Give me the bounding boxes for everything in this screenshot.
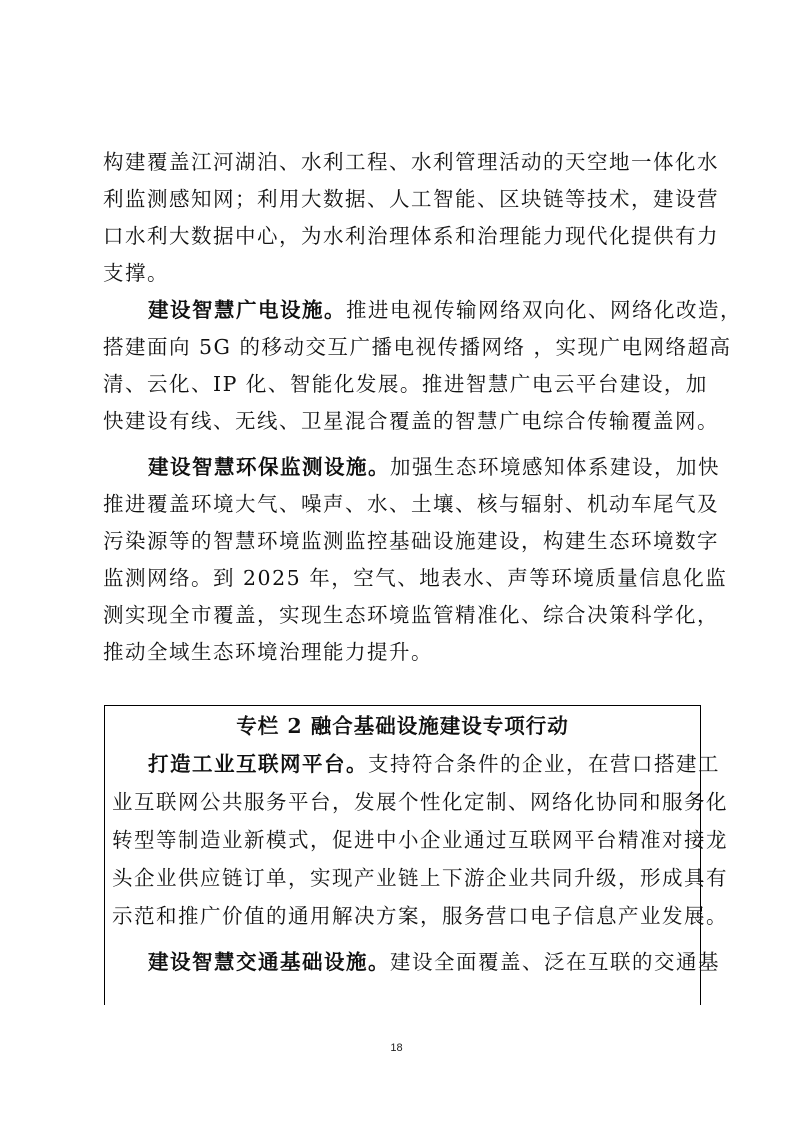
section-heading: 建设智慧环保监测设施。 — [148, 455, 390, 479]
body-line: 示范和推广价值的通用解决方案，服务营口电子信息产业发展。 — [112, 904, 728, 928]
body-line: 快建设有线、无线、卫星混合覆盖的智慧广电综合传输覆盖网。 — [103, 409, 719, 433]
body-line: 支撑。 — [103, 261, 169, 285]
section-heading: 建设智慧交通基础设施。 — [148, 950, 390, 974]
paragraph-first-line — [148, 948, 720, 976]
section-heading: 打造工业互联网平台。 — [148, 752, 368, 776]
body-line: 搭建面向 5G 的移动交互广播电视传播网络 ，实现广电网络超高 — [103, 335, 732, 359]
body-line: 推动全域生态环境治理能力提升。 — [103, 640, 433, 664]
body-text: 支持符合条件的企业，在营口搭建工 — [368, 752, 720, 776]
body-line: 头企业供应链订单，实现产业链上下游企业共同升级，形成具有 — [112, 866, 728, 890]
body-text: 加强生态环境感知体系建设，加快 — [390, 455, 720, 479]
page-number: 18 — [390, 1042, 403, 1054]
body-line: 清、云化、IP 化、智能化发展。推进智慧广电云平台建设，加 — [103, 372, 708, 396]
body-line: 利监测感知网；利用大数据、人工智能、区块链等技术，建设营 — [103, 187, 719, 211]
body-line: 污染源等的智慧环境监测监控基础设施建设，构建生态环境数字 — [103, 529, 719, 553]
body-line: 监测网络。到 2025 年，空气、地表水、声等环境质量信息化监 — [103, 566, 728, 590]
box-title: 专栏 2 融合基础设施建设专项行动 — [236, 714, 569, 738]
body-line: 测实现全市覆盖，实现生态环境监管精准化、综合决策科学化， — [103, 603, 719, 627]
paragraph-first-line — [148, 296, 742, 324]
body-line: 口水利大数据中心，为水利治理体系和治理能力现代化提供有力 — [103, 224, 719, 248]
paragraph-first-line — [148, 453, 720, 481]
section-heading: 建设智慧广电设施。 — [148, 298, 346, 322]
body-line: 业互联网公共服务平台，发展个性化定制、网络化协同和服务化 — [112, 790, 728, 814]
paragraph-first-line — [148, 750, 720, 778]
body-text: 建设全面覆盖、泛在互联的交通基 — [390, 950, 720, 974]
body-line: 转型等制造业新模式，促进中小企业通过互联网平台精准对接龙 — [112, 828, 728, 852]
body-line: 构建覆盖江河湖泊、水利工程、水利管理活动的天空地一体化水 — [103, 150, 719, 174]
body-text: 推进电视传输网络双向化、网络化改造， — [346, 298, 742, 322]
body-line: 推进覆盖环境大气、噪声、水、土壤、核与辐射、机动车尾气及 — [103, 492, 719, 516]
